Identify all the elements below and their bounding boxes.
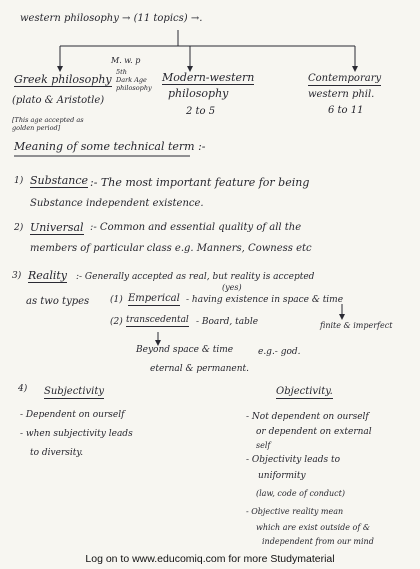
subjectivity-title: Subjectivity: [44, 386, 105, 397]
universal-definition-cont: members of particular class e.g. Manners, Cowness etc: [30, 243, 312, 254]
finite-note: finite & imperfect: [320, 321, 393, 330]
subjectivity-point: - Dependent on ourself: [20, 410, 125, 420]
universal-definition: :- Common and essential quality of all the: [90, 222, 302, 233]
reality-term: Reality: [28, 269, 68, 282]
substance-term: Substance: [30, 174, 89, 187]
emperical-description: - having existence in space & time: [186, 295, 344, 305]
objectivity-point: self: [256, 441, 271, 450]
objectivity-title: Objectivity.: [276, 386, 333, 397]
item-number: 2): [14, 223, 24, 233]
greek-title: Greek philosophy: [14, 73, 112, 86]
mwp-note-line: 5th: [116, 68, 127, 76]
modern-line2: philosophy: [168, 87, 229, 100]
objectivity-point: or dependent on external: [256, 427, 372, 437]
item-number: 4): [18, 384, 28, 394]
mwp-note-line: philosophy: [116, 84, 152, 93]
objectivity-point: which are exist outside of &: [256, 523, 370, 532]
reality-definition-cont: as two types: [26, 296, 90, 307]
objectivity-point: - Objectivity leads to: [246, 455, 341, 465]
emperical-term: Emperical: [128, 293, 180, 304]
item-number: 1): [14, 176, 24, 186]
subjectivity-point: - when subjectivity leads: [20, 429, 133, 439]
beyond-note: Beyond space & time: [136, 345, 234, 355]
reality-type-number: (2): [110, 317, 123, 327]
example-note: e.g.- god.: [258, 347, 301, 357]
contemporary-title: Contemporary: [308, 73, 382, 84]
substance-definition-cont: Substance independent existence.: [30, 198, 204, 209]
transcedental-description: - Board, table: [196, 317, 259, 327]
item-number: 3): [12, 271, 22, 281]
eternal-note: eternal & permanent.: [150, 364, 250, 374]
footer-link-text: Log on to www.educomiq.com for more Studymaterial: [0, 550, 420, 569]
mwp-note-line: Dark Age: [116, 76, 147, 85]
yes-note: (yes): [222, 283, 242, 292]
modern-range: 2 to 5: [186, 106, 216, 117]
greek-names: (plato & Aristotle): [12, 95, 105, 106]
objectivity-point: (law, code of conduct): [256, 489, 345, 498]
contemporary-line2: western phil.: [308, 89, 375, 100]
universal-term: Universal: [30, 221, 84, 234]
substance-definition: :- The most important feature for being: [90, 176, 310, 189]
philosophy-heading: western philosophy → (11 topics) →.: [20, 13, 203, 24]
reality-type-number: (1): [110, 295, 123, 305]
mwp-note: [116, 68, 160, 92]
objectivity-point: - Objective reality mean: [246, 507, 344, 516]
subjectivity-point: to diversity.: [30, 448, 84, 458]
transcedental-term: transcedental: [126, 315, 189, 325]
contemporary-range: 6 to 11: [328, 105, 364, 116]
objectivity-point: independent from our mind: [262, 537, 374, 546]
mwp-label: M. w. p: [111, 56, 141, 65]
reality-definition: :- Generally accepted as real, but reality is accepted: [76, 272, 315, 282]
modern-title: Modern-western: [162, 71, 255, 84]
meaning-heading: Meaning of some technical term :-: [14, 140, 206, 153]
objectivity-point: uniformity: [258, 471, 306, 481]
objectivity-point: - Not dependent on ourself: [246, 412, 369, 422]
greek-note: [This age accepted as golden period]: [12, 116, 84, 133]
